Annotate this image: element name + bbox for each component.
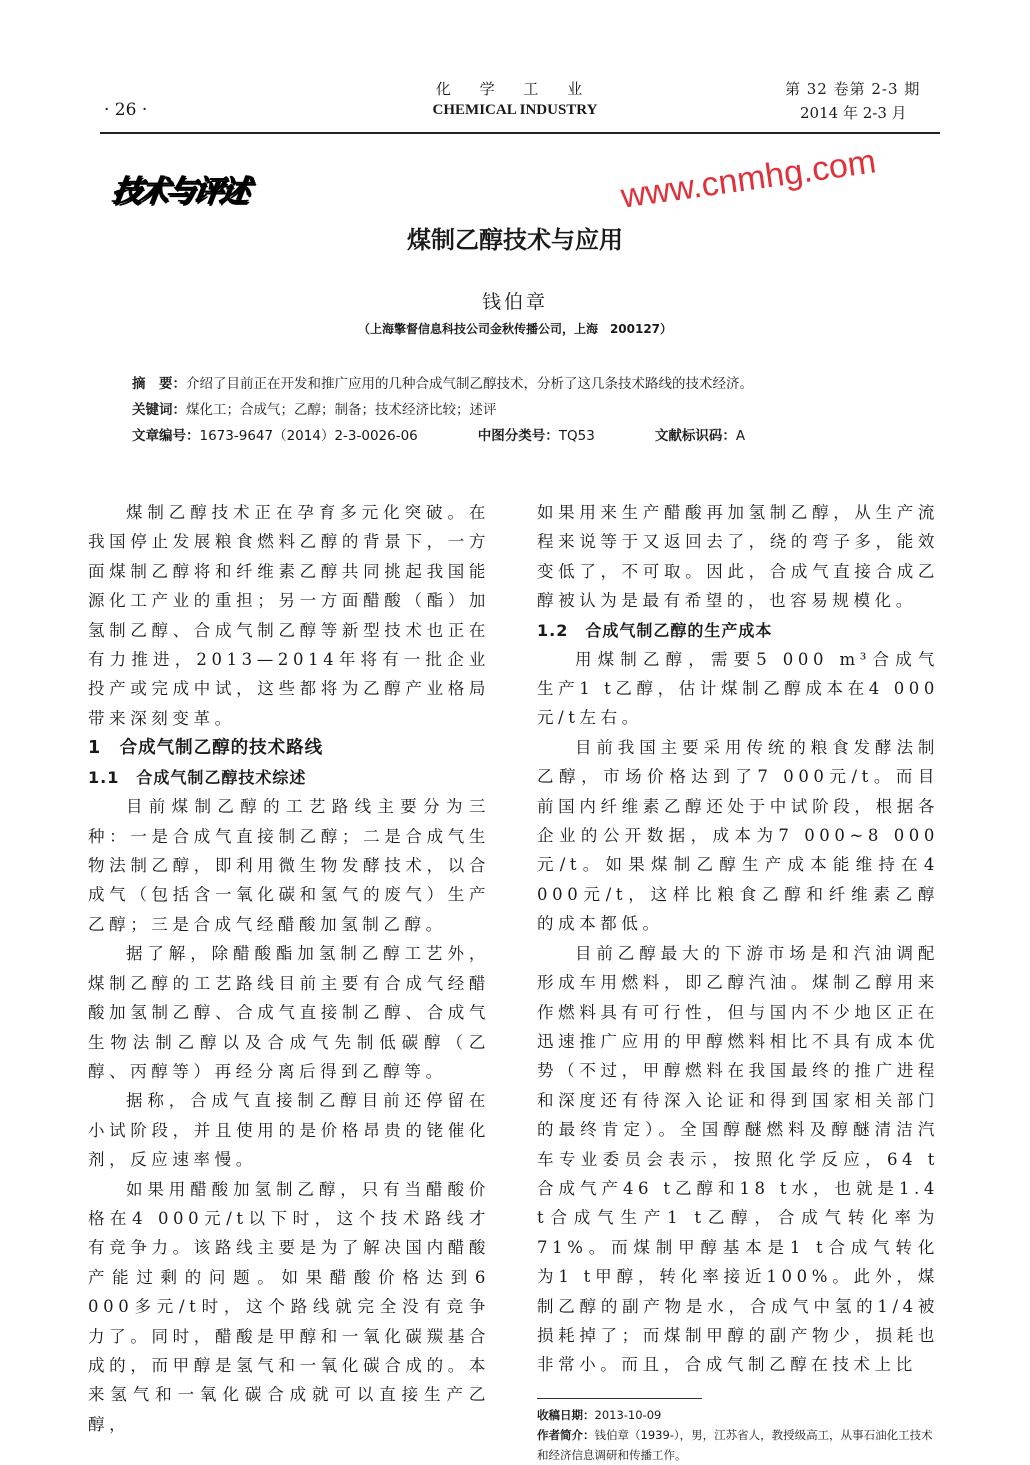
page-number: · 26 ·	[104, 100, 148, 120]
article-number-label: 文章编号：	[132, 428, 200, 444]
abstract-label: 摘 要：	[132, 376, 186, 392]
paragraph: 目前煤制乙醇的工艺路线主要分为三种：一是合成气直接制乙醇；二是合成气生物法制乙醇，即利用微生物发酵技术，以合成气（包括含一氧化碳和氢气的废气）生产乙醇；三是合成气经醋酸加氢制乙醇。	[88, 797, 490, 934]
document-code	[655, 426, 745, 446]
watermark: www.cnmhg.com	[618, 142, 879, 216]
section-heading-1-2: 1.2 合成气制乙醇的生产成本	[537, 620, 773, 640]
received-date	[537, 1405, 939, 1425]
author-bio-label: 作者简介：	[537, 1427, 595, 1442]
section-heading-1: 1 合成气制乙醇的技术路线	[88, 738, 324, 759]
classification-row	[132, 426, 932, 446]
paragraph: 据称，合成气直接制乙醇目前还停留在小试阶段，并且使用的是价格昂贵的铑催化剂，反应速率慢。	[88, 1091, 490, 1170]
author-bio	[537, 1425, 939, 1465]
article-number-value: 1673-9647（2014）2-3-0026-06	[199, 428, 418, 444]
footnotes	[537, 1380, 939, 1465]
clc-label: 中图分类号：	[477, 428, 559, 444]
left-column	[88, 498, 490, 1439]
keywords	[132, 400, 932, 420]
document-code-label: 文献标识码：	[654, 428, 736, 444]
paragraph: 如果用来生产醋酸再加氢制乙醇，从生产流程来说等于又返回去了，绕的弯子多，能效变低了，不可取。因此，合成气直接合成乙醇被认为是最有希望的，也容易规模化。	[537, 503, 939, 611]
author-bio-text: 钱伯章（1939-），男，江苏省人，教授级高工，从事石油化工技术和经济信息调研和传播工作。	[537, 1427, 933, 1462]
clc-number	[478, 426, 595, 446]
clc-value: TQ53	[558, 428, 595, 444]
article-title: 煤制乙醇技术与应用	[407, 226, 623, 254]
paragraph: 据了解，除醋酸酯加氢制乙醇工艺外，煤制乙醇的工艺路线目前主要有合成气经醋酸加氢制乙醇、合成气直接制乙醇、合成气生物法制乙醇以及合成气先制低碳醇（乙醇、丙醇等）再经分离后得到乙醇等。	[88, 944, 490, 1081]
document-code-value: A	[735, 428, 746, 444]
article-metadata	[132, 368, 932, 446]
keywords-label: 关键词：	[132, 402, 186, 418]
abstract-text: 介绍了目前正在开发和推广应用的几种合成气制乙醇技术，分析了这几条技术路线的技术经济。	[186, 376, 753, 392]
footnote-rule	[537, 1398, 702, 1399]
journal-name-cn: 化 学 工 业	[435, 80, 595, 98]
paragraph: 如果用醋酸加氢制乙醇，只有当醋酸价格在4 000元/t以下时，这个技术路线才有竞争力。该路线主要是为了解决国内醋酸产能过剩的问题。如果醋酸价格达到6 000多元/t时，这个路线就完全没有竞争力了。同时，醋酸是甲醇和一氧化碳羰基合成的，而甲醇是氢气和一氧化碳合成的。本来氢气和一氧化碳合成就可以直接生产乙醇，	[88, 1179, 490, 1434]
paragraph: 煤制乙醇技术正在孕育多元化突破。在我国停止发展粮食燃料乙醇的背景下，一方面煤制乙醇将和纤维素乙醇共同挑起我国能源化工产业的重担；另一方面醋酸（酯）加氢制乙醇、合成气制乙醇等新型技术也正在有力推进，2013—2014年将有一批企业投产或完成中试，这些都将为乙醇产业格局带来深刻变革。	[88, 503, 490, 728]
issue-date: 2014 年 2-3 月	[800, 104, 907, 122]
received-label: 收稿日期：	[537, 1407, 595, 1422]
paragraph: 目前我国主要采用传统的粮食发酵法制乙醇，市场价格达到了7 000元/t。而目前国内纤维素乙醇还处于中试阶段，根据各企业的公开数据，成本为7 000~8 000元/t。如果煤制乙醇生产成本能维持在4 000元/t，这样比粮食乙醇和纤维素乙醇的成本都低。	[537, 737, 939, 934]
paragraph: 目前乙醇最大的下游市场是和汽油调配形成车用燃料，即乙醇汽油。煤制乙醇用来作燃料具有可行性，但与国内不少地区正在迅速推广应用的甲醇燃料相比不具有成本优势（不过，甲醇燃料在我国最终的推广进程和深度还有待深入论证和得到国家相关部门的最终肯定）。全国醇醚燃料及醇醚清洁汽车专业委员会表示，按照化学反应，64 t合成气产46 t乙醇和18 t水，也就是1.4 t合成气生产1 t乙醇，合成气转化率为71%。而煤制甲醇基本是1 t合成气转化为1 t甲醇，转化率接近100%。此外，煤制乙醇的副产物是水，合成气中氢的1/4被损耗掉了；而煤制甲醇的副产物少，损耗也非常小。而且，合成气制乙醇在技术上比	[537, 943, 939, 1375]
article-number	[132, 426, 418, 446]
paragraph: 用煤制乙醇，需要5 000 m³合成气生产1 t乙醇，估计煤制乙醇成本在4 000元/t左右。	[537, 649, 939, 728]
author-affiliation: （上海擎督信息科技公司金秋传播公司，上海 200127）	[357, 322, 673, 336]
article-author: 钱伯章	[481, 291, 548, 313]
right-column	[537, 498, 939, 1465]
column-tag: 技术与评述	[109, 174, 249, 209]
journal-name-en: CHEMICAL INDUSTRY	[432, 102, 598, 118]
section-heading-1-1: 1.1 合成气制乙醇技术综述	[88, 768, 307, 788]
received-value: 2013-10-09	[594, 1407, 662, 1422]
abstract	[132, 374, 932, 394]
keywords-text: 煤化工；合成气；乙醇；制备；技术经济比较；述评	[186, 402, 497, 418]
header-rule	[100, 132, 940, 134]
volume-issue: 第 32 卷第 2-3 期	[785, 80, 921, 98]
